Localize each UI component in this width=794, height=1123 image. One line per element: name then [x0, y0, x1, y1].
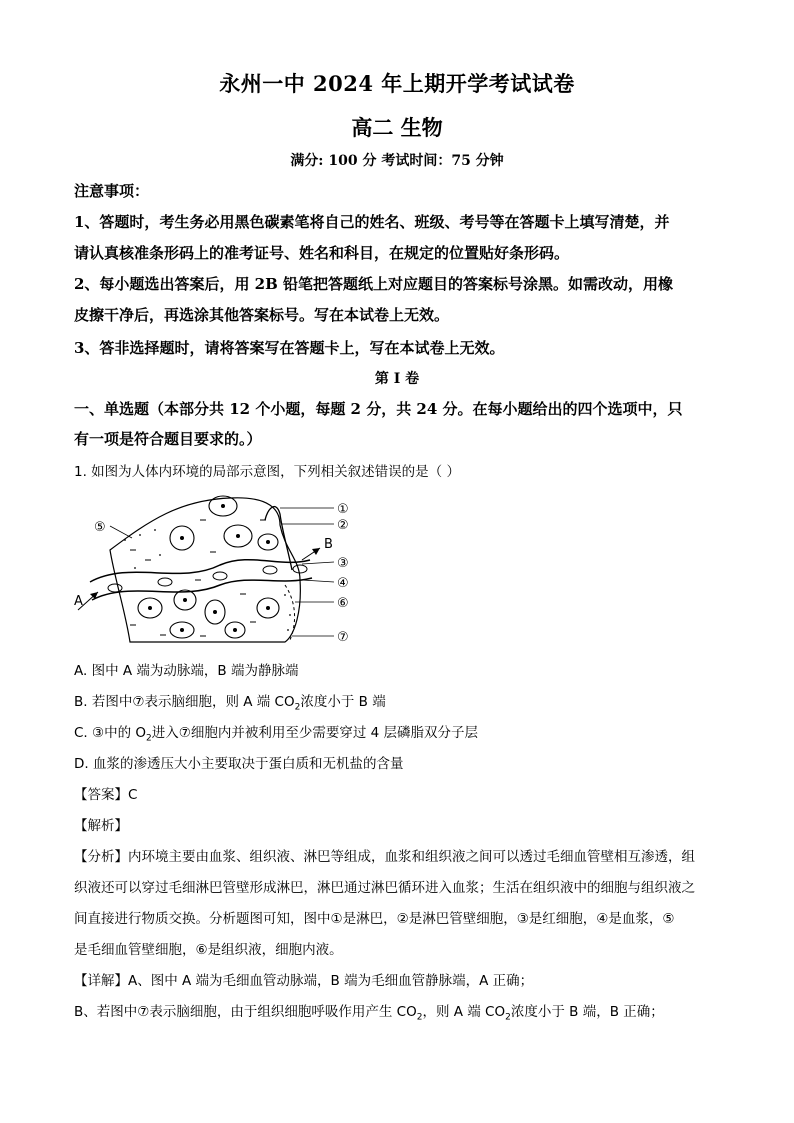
fenxi-line-3: 间直接进行物质交换。分析题图可知，图中①是淋巴，②是淋巴管壁细胞，③是红细胞，④是血浆，⑤ [74, 911, 675, 927]
fluid-dashes [130, 520, 266, 636]
volume-label: 第 I 卷 [374, 371, 420, 387]
arrow-b-head [312, 548, 320, 555]
option-a: A. 图中 A 端为动脉端，B 端为静脉端 [74, 663, 299, 679]
subscript: 2 [294, 702, 301, 713]
subscript: 2 [146, 733, 152, 744]
detail-a-text: A、图中 A 端为毛细血管动脉端，B 端为毛细血管静脉端，A 正确； [128, 973, 534, 989]
notice-item-1-line-2: 请认真核准条形码上的准考证号、姓名和科目，在规定的位置贴好条形码。 [74, 244, 570, 262]
fenxi-tag: 【分析】 [74, 849, 128, 865]
subscript: 2 [416, 1012, 423, 1023]
notice-heading: 注意事项： [74, 182, 150, 200]
label-1: ① [337, 502, 349, 517]
detail-line-a [74, 966, 720, 997]
interstitial-dashed-line [285, 585, 295, 640]
cell-nuclei [148, 504, 270, 632]
label-7: ⑦ [337, 630, 349, 645]
label-6: ⑥ [337, 596, 349, 611]
label-b: B [324, 537, 333, 552]
label-4: ④ [337, 576, 349, 591]
part-heading-line-2: 有一项是符合题目要求的。） [74, 430, 262, 448]
answer-value: C [128, 787, 138, 803]
subscript: 2 [505, 1012, 511, 1023]
option-d: D. 血浆的渗透压大小主要取决于蛋白质和无机盐的含量 [74, 756, 404, 772]
internal-environment-diagram [70, 490, 360, 650]
label-5: ⑤ [94, 520, 106, 535]
fenxi-line-2: 织液还可以穿过毛细淋巴管壁形成淋巴，淋巴通过淋巴循环进入血浆；生活在组织液中的细胞与组织液之 [74, 880, 695, 896]
option-c-text-1: C. ③中的 O [74, 725, 147, 741]
answer-line [74, 780, 720, 811]
detail-b-text-2: ，则 A 端 CO [422, 1004, 506, 1020]
detail-tag: 【详解】 [74, 973, 128, 989]
detail-b-text-1: B、若图中⑦表示脑细胞，由于组织细胞呼吸作用产生 CO [74, 1004, 417, 1020]
label-3: ③ [337, 556, 349, 571]
analysis-tag: 【解析】 [74, 818, 128, 834]
label-2: ② [337, 518, 349, 533]
question-1-stem: 1. 如图为人体内环境的局部示意图，下列相关叙述错误的是（ ） [74, 464, 460, 480]
notice-item-3: 3、答非选择题时，请将答案写在答题卡上，写在本试卷上无效。 [74, 339, 505, 357]
capillary-lower-wall [92, 578, 312, 600]
detail-line-b [74, 997, 720, 1034]
option-b-text-2: 浓度小于 B 端 [300, 694, 386, 710]
option-b-text-1: B. 若图中⑦表示脑细胞，则 A 端 CO [74, 694, 295, 710]
notice-item-2-line-1: 2、每小题选出答案后，用 2B 铅笔把答题纸上对应题目的答案标号涂黑。如需改动，用橡 [74, 275, 674, 293]
label-a: A [74, 594, 83, 609]
exam-title: 永州一中 2024 年上期开学考试试卷 [219, 71, 575, 96]
exam-meta: 满分: 100 分 考试时间：75 分钟 [290, 153, 504, 169]
detail-b-text-3: 浓度小于 B 端，B 正确； [510, 1004, 664, 1020]
fenxi-line-4: 是毛细血管壁细胞，⑥是组织液，细胞内液。 [74, 942, 343, 958]
notice-item-2-line-2: 皮擦干净后，再选涂其他答案标号。写在本试卷上无效。 [74, 306, 450, 324]
answer-tag: 【答案】 [74, 787, 128, 803]
option-c-text-2: 进入⑦细胞内并被利用至少需要穿过 4 层磷脂双分子层 [151, 725, 479, 741]
notice-item-1-line-1: 1、答题时，考生务必用黑色碳素笔将自己的姓名、班级、考号等在答题卡上填写清楚，并 [74, 213, 670, 231]
fenxi-line-1 [74, 842, 720, 873]
fenxi-text-1: 内环境主要由血浆、组织液、淋巴等组成，血浆和组织液之间可以透过毛细血管壁相互渗透，组 [128, 849, 695, 865]
exam-subtitle: 高二 生物 [351, 115, 443, 140]
part-heading-line-1: 一、单选题（本部分共 12 个小题，每题 2 分，共 24 分。在每小题给出的四个选项中，只 [74, 400, 683, 418]
